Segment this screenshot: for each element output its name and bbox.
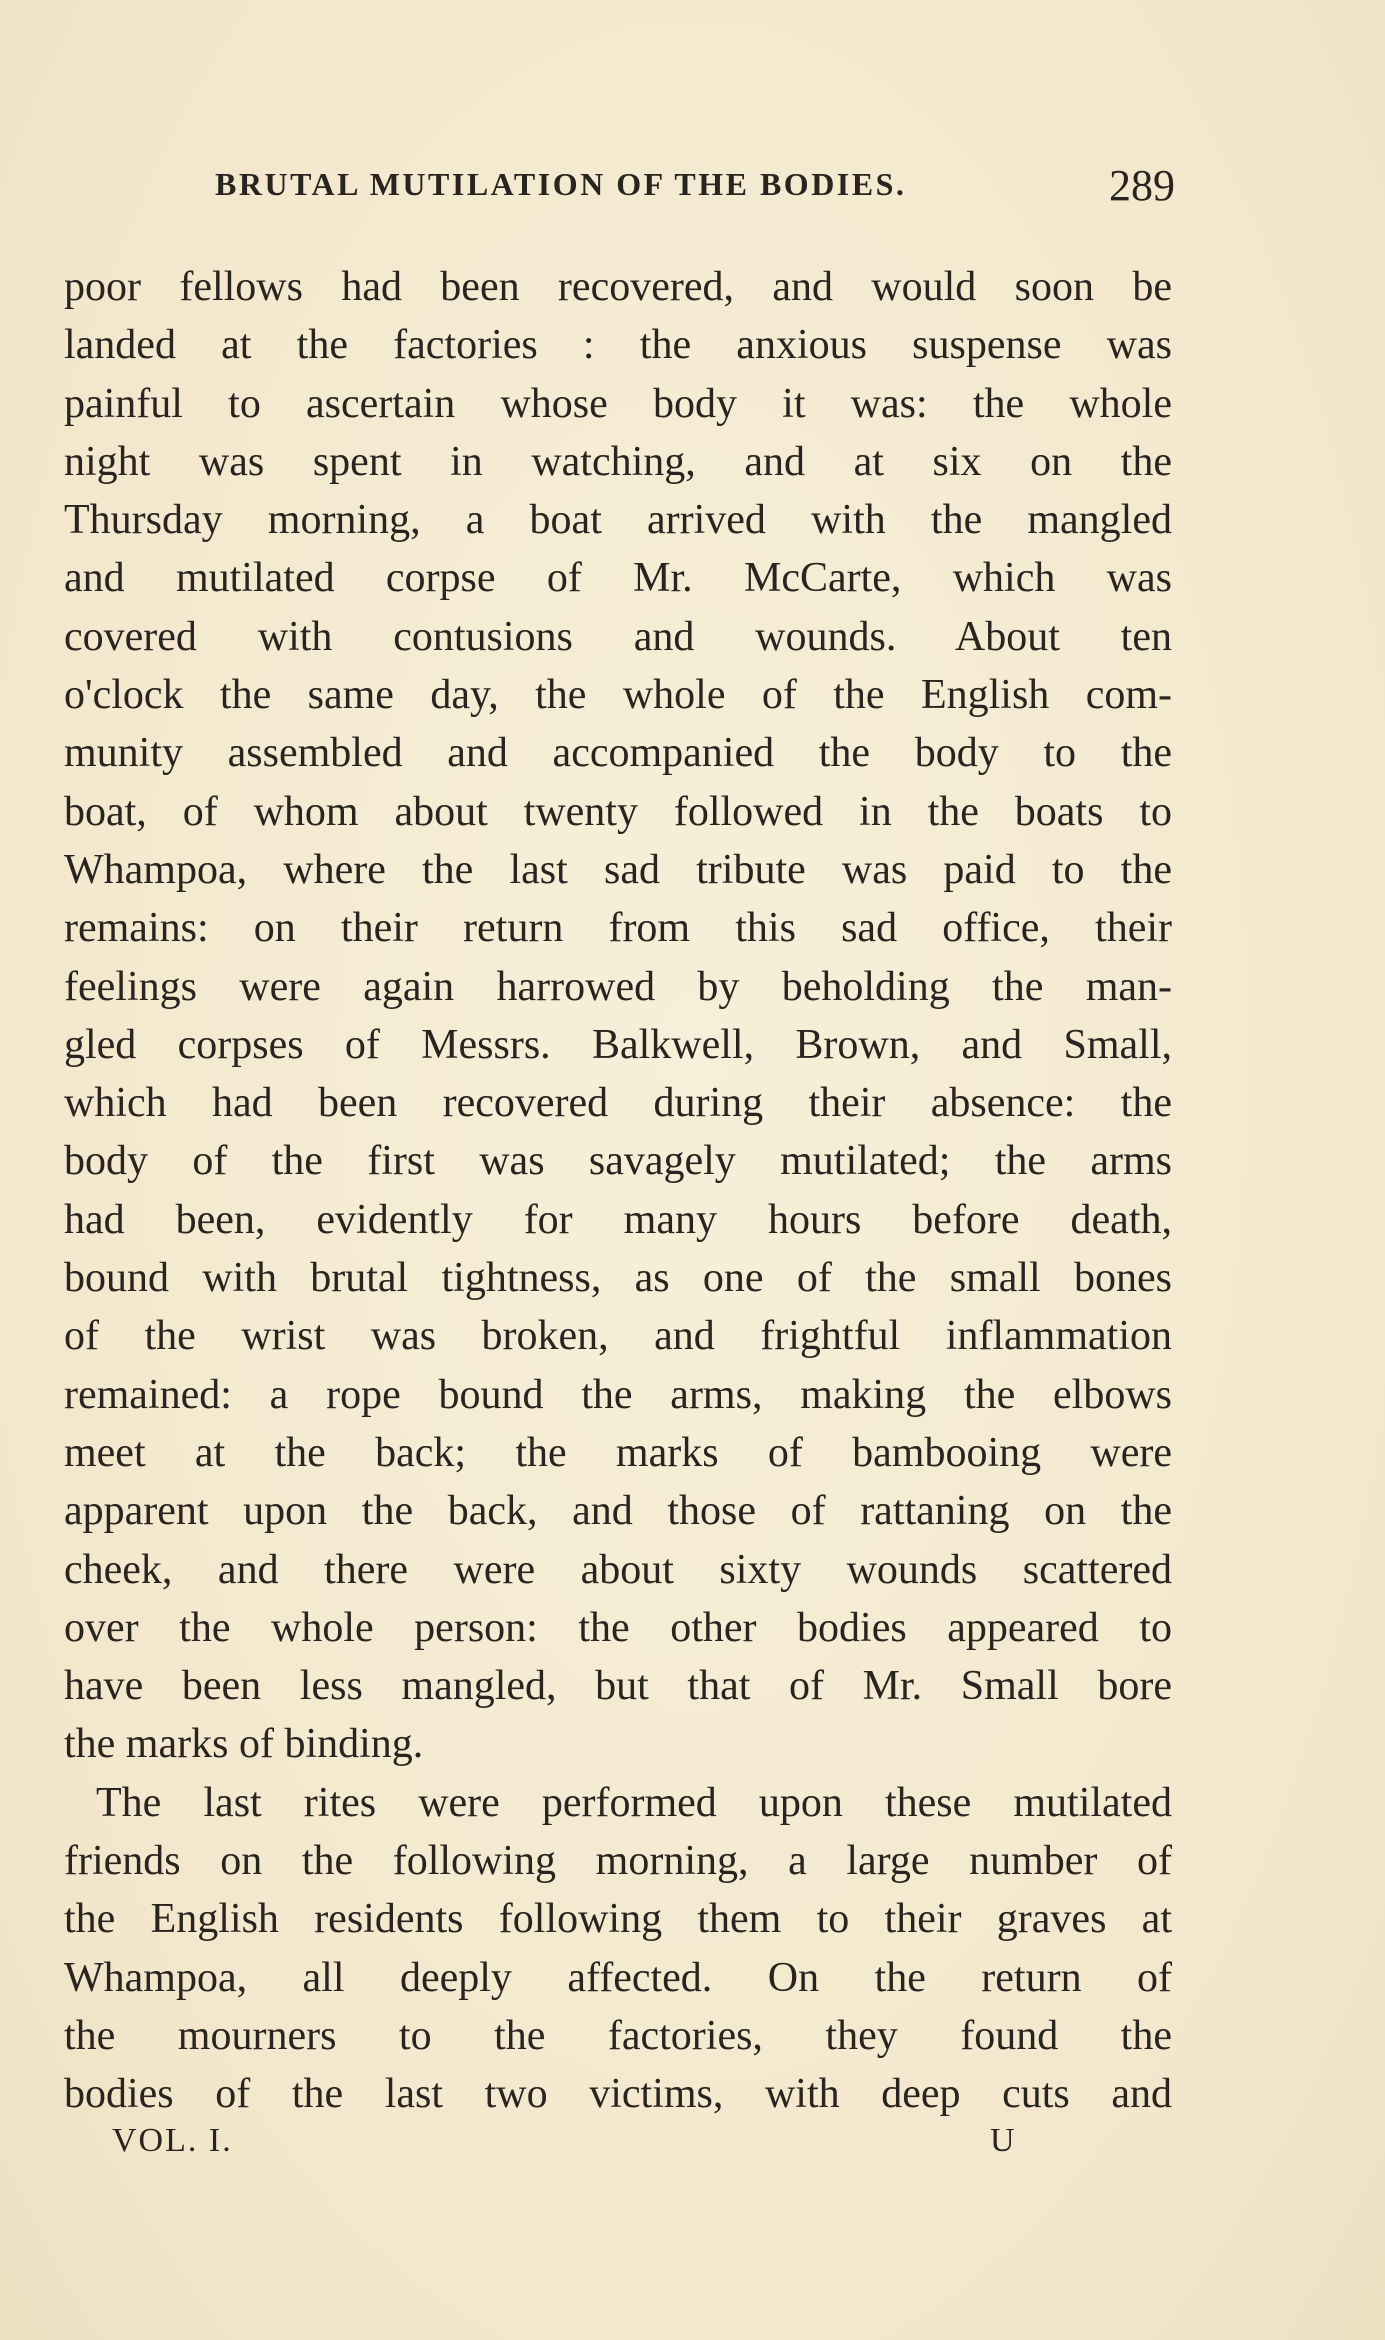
text-line: body of the first was savagely mutilated; the arms [64,1138,1172,1185]
text-line: bound with brutal tightness, as one of the small bones [64,1255,1172,1302]
text-line: feelings were again harrowed by beholding the man- [64,963,1172,1010]
text-line: of the wrist was broken, and frightful inflammation [64,1313,1172,1360]
text-line: had been, evidently for many hours before death, [64,1196,1172,1243]
running-title: BRUTAL MUTILATION OF THE BODIES. [215,166,907,202]
text-line: apparent upon the back, and those of rattaning on the [64,1488,1172,1535]
text-line: night was spent in watching, and at six on the [64,438,1172,485]
text-line: friends on the following morning, a large number of [64,1838,1172,1885]
text-line: Whampoa, all deeply affected. On the return of [64,1954,1172,2001]
text-line: Whampoa, where the last sad tribute was paid to the [64,846,1172,893]
paragraph [64,258,1172,1774]
text-line: bodies of the last two victims, with deep cuts and [64,2071,1172,2118]
text-line: landed at the factories : the anxious suspense was [64,322,1172,369]
text-line: The last rites were performed upon these mutilated [96,1779,1172,1826]
page-footer [112,2122,1015,2172]
paragraph [64,1774,1172,2124]
text-line: which had been recovered during their absence: the [64,1080,1172,1127]
text-line: and mutilated corpse of Mr. McCarte, which was [64,555,1172,602]
text-line: o'clock the same day, the whole of the English com- [64,672,1172,719]
text-line: painful to ascertain whose body it was: the whole [64,380,1172,427]
text-line: remains: on their return from this sad office, their [64,905,1172,952]
running-head [215,160,1175,210]
text-line: poor fellows had been recovered, and would soon be [64,264,1172,310]
text-line: munity assembled and accompanied the body to the [64,730,1172,777]
text-line: gled corpses of Messrs. Balkwell, Brown, and Small, [64,1021,1172,1068]
text-line: the mourners to the factories, they found the [64,2012,1172,2059]
page-number: 289 [1109,161,1175,210]
text-line: the marks of binding. [64,1721,424,1768]
text-line: over the whole person: the other bodies appeared to [64,1604,1172,1651]
text-line: cheek, and there were about sixty wounds scattered [64,1546,1172,1593]
text-line: meet at the back; the marks of bambooing were [64,1429,1172,1476]
text-line: have been less mangled, but that of Mr. Small bore [64,1663,1172,1710]
text-line: remained: a rope bound the arms, making the elbows [64,1371,1172,1418]
body-text [64,258,1172,2124]
text-line: covered with contusions and wounds. About ten [64,613,1172,660]
text-line: Thursday morning, a boat arrived with the mangled [64,497,1172,544]
gathering-signature: U [990,2122,1015,2159]
text-line: the English residents following them to their graves at [64,1896,1172,1943]
text-line: boat, of whom about twenty followed in the boats to [64,788,1172,835]
volume-signature: VOL. I. [112,2122,233,2159]
